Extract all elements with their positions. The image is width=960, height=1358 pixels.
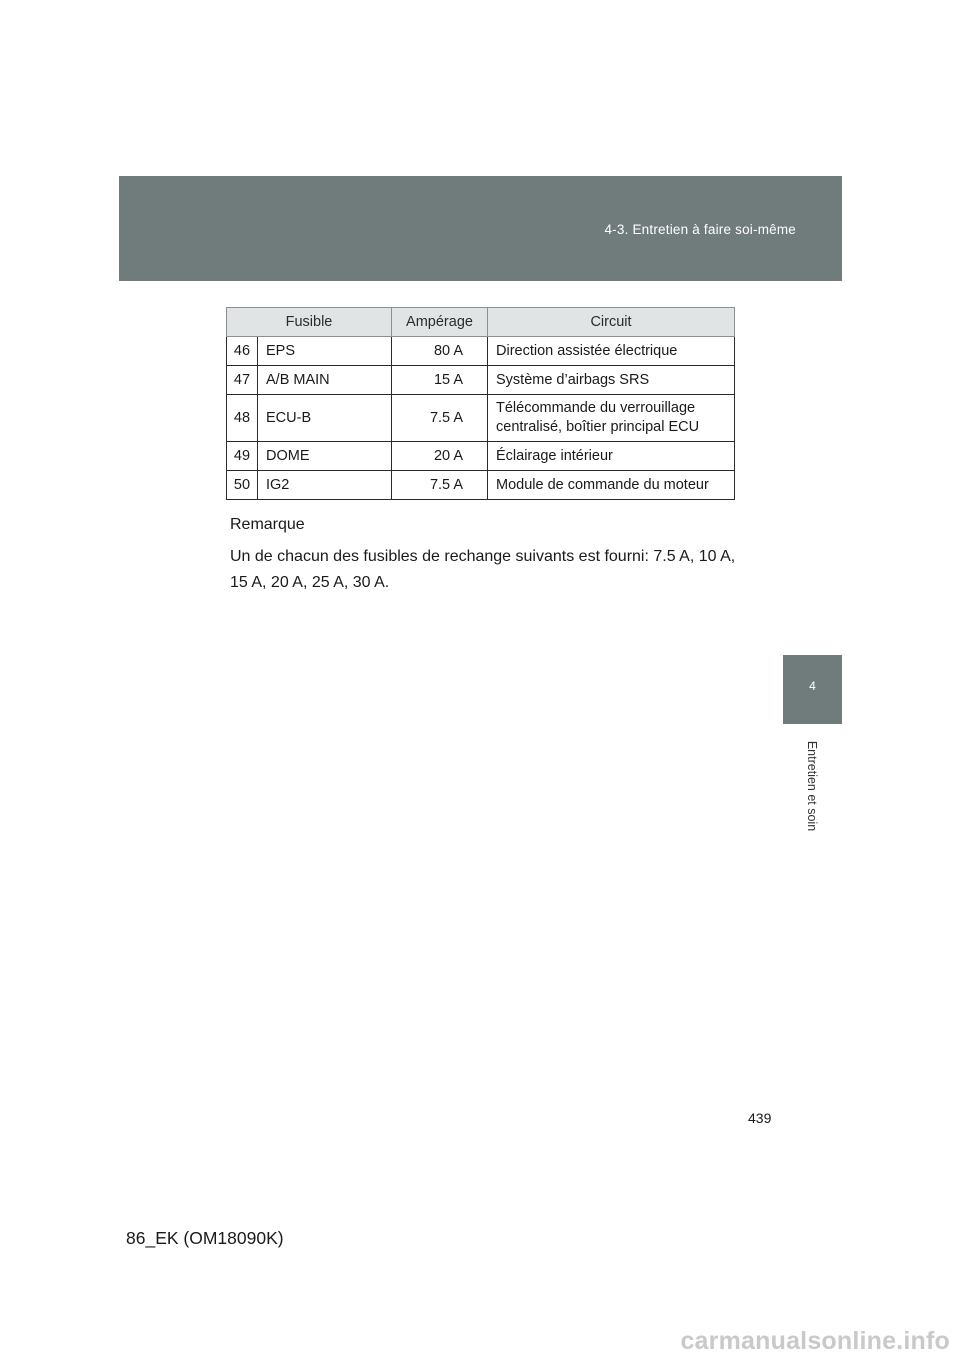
fuse-circuit: Module de commande du moteur <box>488 471 735 500</box>
fuse-number: 50 <box>227 471 258 500</box>
section-title: 4-3. Entretien à faire soi-même <box>604 222 796 237</box>
table-row <box>227 395 735 442</box>
column-header-circuit: Circuit <box>488 308 735 337</box>
fuse-table <box>226 307 735 500</box>
fuse-amperage: 7.5 A <box>392 471 488 500</box>
fuse-amperage: 7.5 A <box>392 395 488 442</box>
fuse-name: A/B MAIN <box>258 366 392 395</box>
column-header-fuse: Fusible <box>227 308 392 337</box>
table-row <box>227 442 735 471</box>
chapter-label: Entretien et soin <box>805 740 819 832</box>
page-number: 439 <box>748 1110 772 1126</box>
document-code: 86_EK (OM18090K) <box>126 1228 284 1248</box>
fuse-name: EPS <box>258 337 392 366</box>
note-text: Un de chacun des fusibles de rechange suivants est fourni: 7.5 A, 10 A, 15 A, 20 A, 25 A, 30 A. <box>230 548 736 591</box>
fuse-circuit: Éclairage intérieur <box>488 442 735 471</box>
fuse-number: 47 <box>227 366 258 395</box>
chapter-number: 4 <box>809 679 816 693</box>
table-header-row <box>227 308 735 337</box>
fuse-number: 49 <box>227 442 258 471</box>
watermark: carmanualsonline.info <box>680 1327 950 1355</box>
table-row <box>227 337 735 366</box>
note-block <box>230 512 750 602</box>
fuse-number: 48 <box>227 395 258 442</box>
column-header-amperage: Ampérage <box>392 308 488 337</box>
table-row <box>227 471 735 500</box>
note-heading: Remarque <box>230 516 305 533</box>
fuse-amperage: 15 A <box>392 366 488 395</box>
fuse-number: 46 <box>227 337 258 366</box>
fuse-circuit: Système d’airbags SRS <box>488 366 735 395</box>
fuse-circuit: Télécommande du verrouillage centralisé, boîtier principal ECU <box>488 395 735 442</box>
fuse-circuit: Direction assistée électrique <box>488 337 735 366</box>
fuse-amperage: 80 A <box>392 337 488 366</box>
fuse-name: IG2 <box>258 471 392 500</box>
fuse-name: DOME <box>258 442 392 471</box>
fuse-amperage: 20 A <box>392 442 488 471</box>
header-band <box>119 176 842 281</box>
table-row <box>227 366 735 395</box>
fuse-name: ECU-B <box>258 395 392 442</box>
chapter-tab <box>783 655 842 724</box>
